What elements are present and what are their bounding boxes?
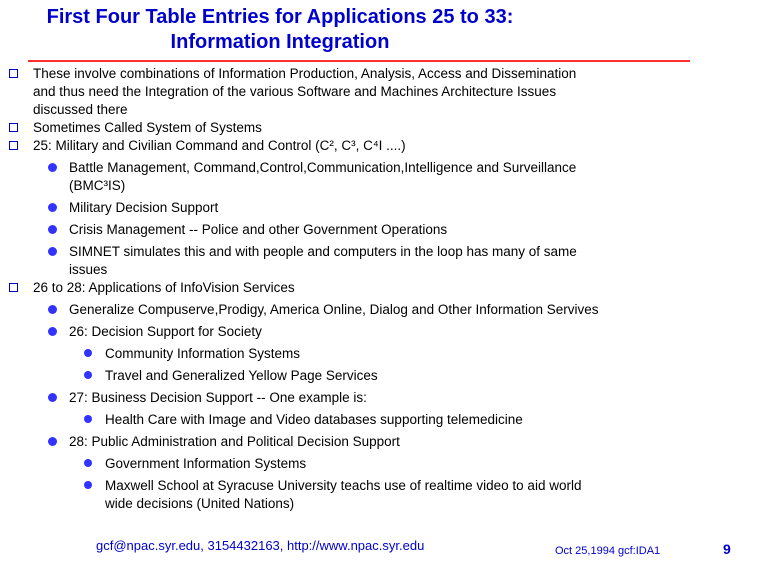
round-bullet-icon [48,327,57,336]
bullet-text: 26: Decision Support for Society [69,324,262,339]
round-bullet-icon [48,437,57,446]
slide-title [0,5,560,55]
bullet-text: (BMC³IS) [69,178,126,193]
round-bullet-icon [84,481,92,489]
bullet-text: 28: Public Administration and Political Decision Support [69,434,400,449]
bullet-text: Battle Management, Command,Control,Communication,Intelligence and Surveillance [69,160,577,175]
bullet-text: wide decisions (United Nations) [105,496,295,511]
bullet-text: discussed there [33,102,128,117]
round-bullet-icon [48,247,57,256]
footer-date: Oct 25,1994 gcf:IDA1 [555,545,661,557]
bullet-text: Sometimes Called System of Systems [33,120,262,135]
bullet-text: Maxwell School at Syracuse University teachs use of realtime video to aid world [105,478,582,493]
page-number: 9 [723,541,731,557]
bullet-text: Government Information Systems [105,456,307,471]
square-bullet-icon [9,123,18,132]
bullet-text: 26 to 28: Applications of InfoVision Services [33,280,295,295]
bullet-text: Travel and Generalized Yellow Page Services [105,368,378,383]
square-bullet-icon [9,283,18,292]
bullet-text: 27: Business Decision Support -- One example is: [69,390,367,405]
square-bullet-icon [9,69,18,78]
bullet-text: Military Decision Support [69,200,219,215]
round-bullet-icon [84,349,92,357]
square-bullet-icon [9,141,18,150]
bullet-text: SIMNET simulates this and with people and computers in the loop has many of same [69,244,577,259]
bullet-text: Community Information Systems [105,346,301,361]
bullet-text: 25: Military and Civilian Command and Control (C², C³, C⁴I ....) [33,138,406,153]
round-bullet-icon [84,415,92,423]
bullet-text: Health Care with Image and Video databases supporting telemedicine [105,412,523,427]
round-bullet-icon [48,163,57,172]
bullet-text: Crisis Management -- Police and other Government Operations [69,222,448,237]
bullet-text: Generalize Compuserve,Prodigy, America Online, Dialog and Other Information Servives [69,302,599,317]
round-bullet-icon [48,393,57,402]
round-bullet-icon [48,225,57,234]
round-bullet-icon [84,371,92,379]
bullet-text: issues [69,262,108,277]
title-line-2: Information Integration [170,31,390,53]
round-bullet-icon [48,305,57,314]
footer-contact: gcf@npac.syr.edu, 3154432163, http://www.npac.syr.edu [96,538,425,553]
title-line-1: First Four Table Entries for Applications 25 to 33: [46,6,514,28]
title-divider [28,60,690,62]
round-bullet-icon [84,459,92,467]
bullet-text: These involve combinations of Information Production, Analysis, Access and Dissemination [33,66,577,81]
bullet-text: and thus need the Integration of the various Software and Machines Architecture Issues [33,84,557,99]
round-bullet-icon [48,203,57,212]
